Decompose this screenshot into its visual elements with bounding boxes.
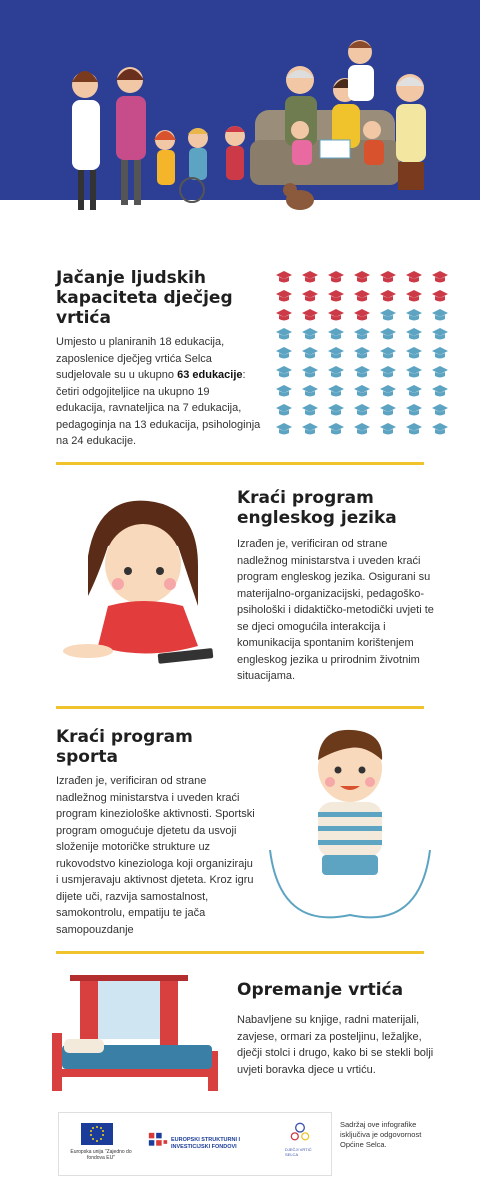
graduation-cap-icon — [380, 328, 396, 340]
eu-flag-icon — [81, 1123, 113, 1145]
esif-logo-icon — [147, 1131, 169, 1153]
graduation-cap-icon — [354, 328, 370, 340]
graduation-cap-icon — [302, 347, 318, 359]
graduation-cap-icon — [276, 366, 292, 378]
graduation-cap-icon — [432, 366, 448, 378]
graduation-cap-icon — [380, 347, 396, 359]
section-text-sport: Izrađen je, verificiran od strane nadležnog ministarstva i uveden kraći program kineziološke aktivnosti. Sportski program omogućuje djetetu da usvoji složenije motoričke strukture uz rukovodstvo kineziologa koji organiziraju i usmjeravaju aktivnost djeteta. Kroz igru dijete uči, razvija samostalnost, samokontrolu, empatiju te jača samopouzdanje — [56, 775, 255, 936]
graduation-cap-icon — [406, 423, 422, 435]
graduation-cap-icon — [328, 309, 344, 321]
section-text-engleski: Izrađen je, verificiran od strane nadležnog ministarstva i uveden kraći program engleskog jezika. Osigurani su materijalno-organizacijski, pedagoško-psihološki i didaktičko-metodički uvjeti te se djeci omogućila interakcija i komunikacija spontanim korištenjem engleskog jezika u prirodnim životnim situacijama. — [237, 538, 434, 682]
section-title-sport: Kraći program sporta — [56, 727, 193, 767]
divider — [56, 462, 424, 465]
graduation-cap-icon — [276, 328, 292, 340]
section-text-opremanje: Nabavljene su knjige, radni materijali, zavjese, ormari za posteljinu, ležaljke, dječji stolci i drugo, kako bi se stekli bolji uvjeti boravka djece u vrtiću. — [237, 1014, 434, 1076]
graduation-cap-icon — [380, 290, 396, 302]
graduation-cap-icon — [328, 385, 344, 397]
kindergarten-logo-icon — [287, 1119, 313, 1145]
graduation-cap-icon — [354, 366, 370, 378]
graduation-cap-icon — [406, 366, 422, 378]
graduation-cap-icon — [380, 423, 396, 435]
graduation-cap-icon — [276, 404, 292, 416]
eu-label: Europska unija "Zajedno do fondova EU" — [70, 1149, 132, 1161]
graduation-cap-icon — [354, 404, 370, 416]
section-text-kapaciteti — [56, 334, 261, 450]
graduation-cap-icon — [276, 385, 292, 397]
graduation-cap-icon — [302, 385, 318, 397]
footer-logos — [58, 1112, 332, 1176]
graduation-cap-icon — [354, 290, 370, 302]
bed-with-window-illustration — [50, 975, 220, 1095]
graduation-cap-icon — [328, 366, 344, 378]
graduation-cap-icon — [354, 309, 370, 321]
section-title-kapaciteti: Jačanje ljudskih kapaciteta dječjeg vrtića — [56, 268, 233, 328]
divider — [56, 951, 424, 954]
graduation-cap-icon — [302, 328, 318, 340]
graduation-cap-icon — [432, 271, 448, 283]
family-illustration — [0, 30, 480, 220]
boy-jump-rope-illustration — [260, 720, 440, 920]
girl-with-tablet-illustration — [48, 486, 228, 666]
footer-disclaimer: Sadržaj ove infografike isključiva je odgovornost Općine Selca. — [340, 1120, 422, 1149]
graduation-cap-icon — [302, 271, 318, 283]
graduation-cap-icon — [328, 271, 344, 283]
graduation-cap-icon — [432, 347, 448, 359]
graduation-cap-icon — [380, 309, 396, 321]
graduation-cap-icon — [354, 385, 370, 397]
graduation-cap-icon — [432, 309, 448, 321]
kindergarten-label: DJEČJI VRTIĆ SELCA — [285, 1147, 312, 1157]
graduation-cap-icon — [406, 271, 422, 283]
graduation-cap-icon — [406, 347, 422, 359]
graduation-cap-icon — [354, 271, 370, 283]
text-part: Umjesto u planiranih 18 edukacija, zaposlenice dječjeg vrtića Selca sudjelovale su u ukupno — [56, 336, 225, 381]
graduation-cap-icon — [354, 423, 370, 435]
graduation-cap-icon — [302, 423, 318, 435]
graduation-cap-icon — [328, 290, 344, 302]
graduation-cap-icon — [432, 404, 448, 416]
graduation-cap-icon — [276, 423, 292, 435]
graduation-cap-icon — [432, 290, 448, 302]
section-title-opremanje: Opremanje vrtića — [237, 980, 404, 1000]
graduation-cap-icon — [406, 309, 422, 321]
graduation-cap-icon — [432, 328, 448, 340]
graduation-cap-icon — [276, 271, 292, 283]
highlight-count: 63 edukacije — [177, 369, 243, 381]
graduation-cap-icon — [406, 290, 422, 302]
graduation-cap-icon — [380, 385, 396, 397]
graduation-cap-icon — [432, 423, 448, 435]
divider — [56, 706, 424, 709]
graduation-cap-icon — [406, 328, 422, 340]
graduation-cap-icon — [354, 347, 370, 359]
graduation-cap-icon — [328, 404, 344, 416]
graduation-cap-icon — [276, 347, 292, 359]
graduation-cap-icon — [302, 404, 318, 416]
graduation-cap-icon — [328, 328, 344, 340]
graduation-cap-icon — [406, 404, 422, 416]
graduation-cap-icon — [302, 366, 318, 378]
graduation-cap-icon — [328, 423, 344, 435]
graduation-cap-icon — [380, 366, 396, 378]
graduation-cap-icon — [276, 290, 292, 302]
graduation-cap-icon — [380, 271, 396, 283]
graduation-cap-icon — [302, 309, 318, 321]
graduation-cap-icon — [380, 404, 396, 416]
graduation-cap-icon — [302, 290, 318, 302]
esif-label: EUROPSKI STRUKTURNI I INVESTICIJSKI FONDOVI — [171, 1137, 241, 1150]
text-part: : četiri odgojiteljice na ukupno 19 edukacija, ravnateljica na 7 edukacija, pedagoginja na 13 edukacija, psihologinja na 24 edukacije. — [56, 369, 261, 447]
graduation-cap-icon — [406, 385, 422, 397]
section-title-engleski: Kraći program engleskog jezika — [237, 488, 397, 528]
education-caps-grid — [270, 266, 450, 446]
graduation-cap-icon — [328, 347, 344, 359]
graduation-cap-icon — [432, 385, 448, 397]
graduation-cap-icon — [276, 309, 292, 321]
